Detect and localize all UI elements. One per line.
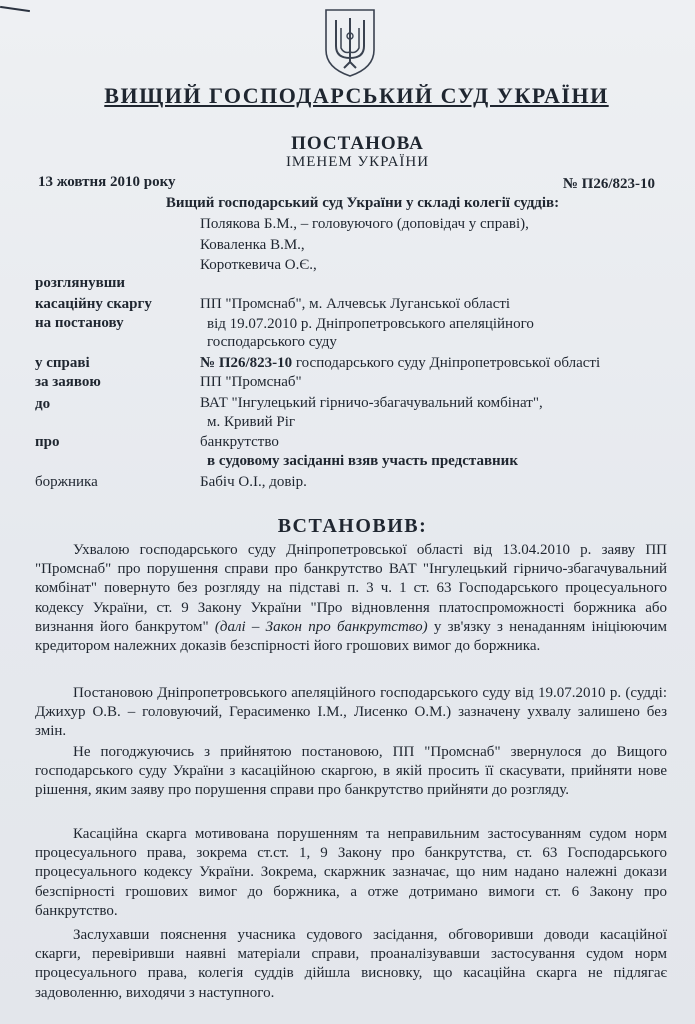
considered-label: розглянувши	[35, 275, 125, 291]
decision-value: від 19.07.2010 р. Дніпропетровського апеляційного	[207, 316, 534, 332]
established-heading: ВСТАНОВИВ:	[277, 515, 428, 537]
paragraph-1-text-end: у зв'язку з ненаданням ініціюючим кредитором належних доказів безспірності його грошових вимог до боржника.	[35, 618, 667, 655]
corner-mark	[0, 6, 30, 12]
respondent-city: м. Кривий Ріг	[207, 414, 296, 430]
case-value-court: господарського суду Дніпропетровської області	[292, 355, 601, 371]
appeal-value: ПП "Промснаб", м. Алчевськ Луганської області	[200, 296, 511, 312]
paragraph-1-text: Ухвалою господарського суду Дніпропетровської області від 13.04.2010 р. заяву ПП "Промснаб" про порушення справи про банкрутство ВАТ "Інгулецький гірничо-збагачувальний комбінат" повернуто без розгляду на підставі п. 3 ч. 1 ст. 63 Господарського процесуального кодексу України, ст. 9 Закону України "Про відновлення платоспроможності боржника або визнання його банкрутом"	[35, 542, 667, 635]
applicant-value: ПП "Промснаб"	[200, 374, 302, 390]
case-number: № П26/823-10	[562, 176, 655, 192]
participation-heading: в судовому засіданні взяв участь представник	[207, 453, 518, 469]
case-value	[200, 355, 600, 372]
body-paragraph-3: Не погоджуючись з прийнятою постановою, ПП "Промснаб" звернулося до Вищого господарського суду України з касаційною скаргою, в якій просить її скасувати, прийняти нове рішення, яким заяву про порушення справи про банкрутство прийняти до розгляду.	[35, 744, 667, 799]
case-value-number: № П26/823-10	[200, 355, 293, 371]
debtor-representative: Бабіч О.І., довір.	[200, 474, 307, 490]
panel-composition-heading: Вищий господарський суд України у складі колегії суддів:	[165, 195, 560, 211]
decision-value-continued: господарського суду	[207, 334, 337, 350]
subject-value: банкрутство	[200, 434, 279, 450]
judge-name: Короткевича О.Є.,	[200, 257, 317, 273]
body-paragraph-4: Касаційна скарга мотивована порушенням та неправильним застосуванням судом норм процесуального права, зокрема ст.ст. 1, 9 Закону про банкрутства, ст. 63 Господарського процесуального кодексу України. Зокрема, скаржник зазначає, що ним надано належні докази безспірності грошових вимог до боржника, а отже дотримано вимоги ст. 6 Закону про банкрутство.	[35, 826, 667, 919]
judge-name: Коваленка В.М.,	[200, 237, 305, 253]
applicant-label: за заявою	[35, 374, 101, 390]
debtor-label: боржника	[35, 474, 98, 490]
document-subtitle: ІМЕНЕМ УКРАЇНИ	[285, 154, 430, 170]
paragraph-1-italic: (далі – Закон про банкрутство)	[214, 618, 428, 635]
judge-name: Полякова Б.М., – головуючого (доповідач у справі),	[200, 216, 529, 232]
subject-label: про	[35, 434, 60, 450]
decision-label: на постанову	[35, 315, 124, 331]
case-label: у справі	[35, 355, 90, 371]
document-date: 13 жовтня 2010 року	[38, 174, 176, 190]
document-title: ПОСТАНОВА	[291, 133, 424, 154]
respondent-value: ВАТ "Інгулецький гірничо-збагачувальний комбінат",	[200, 395, 543, 411]
court-name: ВИЩИЙ ГОСПОДАРСЬКИЙ СУД УКРАЇНИ	[104, 83, 609, 108]
appeal-label: касаційну скаргу	[35, 296, 152, 312]
respondent-label: до	[35, 396, 51, 412]
body-paragraph-2: Постановою Дніпропетровського апеляційного господарського суду від 19.07.2010 р. (судді: Джихур О.В. – головуючий, Герасименко І.М., Лисенко О.М.) зазначену ухвалу залишено без змін.	[35, 685, 667, 740]
trident-coat-of-arms-icon	[320, 6, 380, 78]
body-paragraph-5: Заслухавши пояснення учасника судового засідання, обговоривши доводи касаційної скарги, перевіривши наявні матеріали справи, проаналізувавши застосування судом норм процесуального права, колегія суддів дійшла висновку, що касаційна скарга не підлягає задоволенню, виходячи з наступного.	[35, 927, 667, 1001]
body-paragraph-1	[35, 541, 667, 656]
